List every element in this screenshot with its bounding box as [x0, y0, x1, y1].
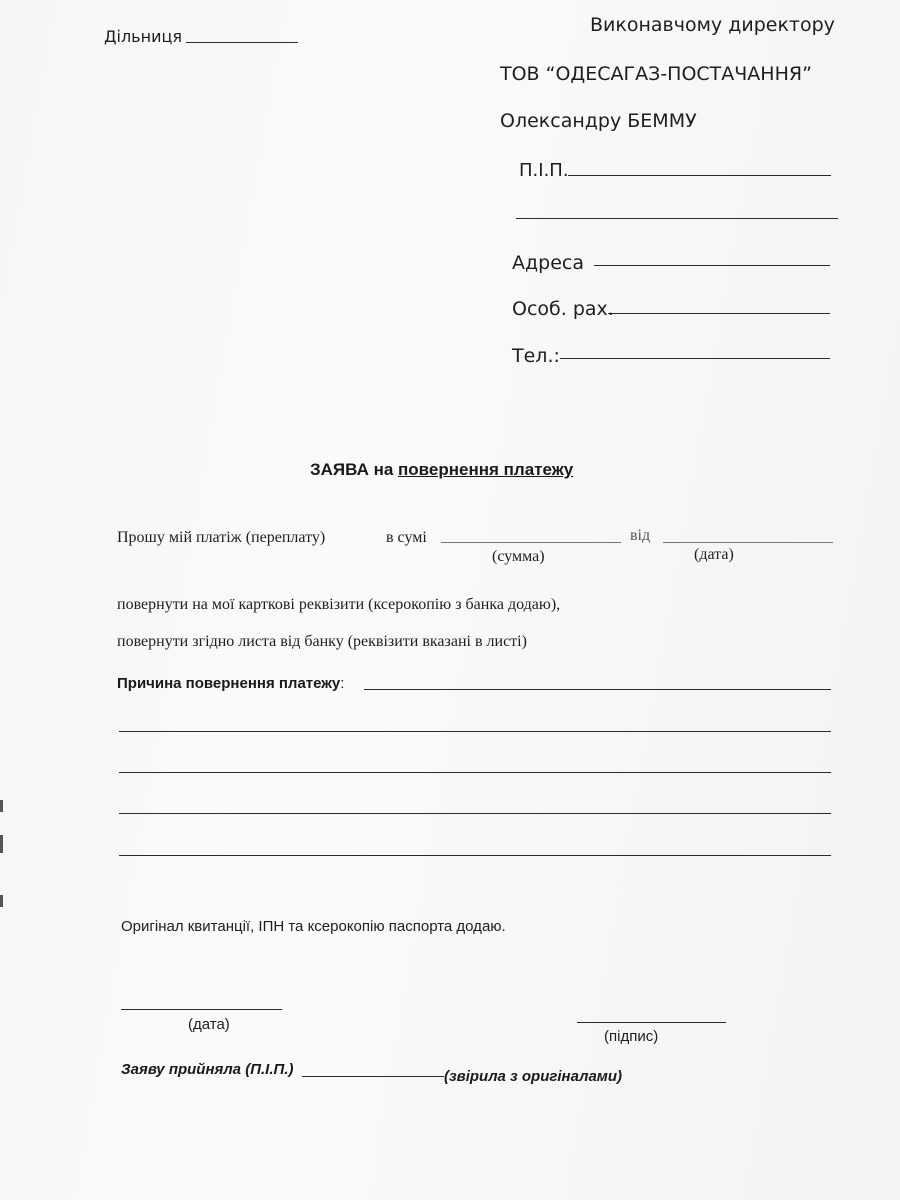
- reason-line[interactable]: [119, 855, 831, 856]
- from-date-field[interactable]: [663, 542, 833, 543]
- reason-field[interactable]: [364, 689, 831, 690]
- reason-label: Причина повернення платежу: [117, 675, 341, 692]
- verified-label: (звірила з оригіналами): [444, 1068, 623, 1085]
- reason-line[interactable]: [119, 813, 831, 814]
- amount-prefix: в сумі: [386, 529, 427, 546]
- edge-mark: [0, 895, 3, 907]
- signature-caption: (підпис): [604, 1028, 659, 1045]
- phone-field[interactable]: [560, 358, 830, 359]
- option-bank-letter: повернути згідно листа від банку (реквізити вказані в листі): [117, 633, 527, 650]
- edge-mark: [0, 800, 3, 812]
- name-field[interactable]: [568, 175, 831, 176]
- district-label: Дільниця: [104, 27, 182, 46]
- edge-mark: [0, 835, 3, 853]
- address-label: Адреса: [512, 252, 584, 274]
- title-underlined: повернення платежу: [398, 460, 574, 479]
- title-prefix: ЗАЯВА на: [310, 460, 399, 479]
- amount-caption: (сумма): [492, 548, 545, 565]
- account-field[interactable]: [608, 313, 830, 314]
- request-text: Прошу мій платіж (переплату): [117, 529, 326, 546]
- addressee-line2: ТОВ “ОДЕСАГАЗ-ПОСТАЧАННЯ”: [500, 63, 812, 85]
- reason-line[interactable]: [119, 731, 831, 732]
- signature-date-caption: (дата): [188, 1016, 230, 1033]
- addressee-line3: Олександру БЕММУ: [500, 110, 697, 132]
- signature-field[interactable]: [577, 1022, 726, 1023]
- phone-label: Тел.:: [512, 345, 560, 367]
- district-field[interactable]: [186, 42, 298, 43]
- option-card-details: повернути на мої карткові реквізити (ксерокопію з банка додаю),: [117, 596, 561, 613]
- accepted-by-field[interactable]: [302, 1076, 444, 1077]
- amount-field[interactable]: [441, 542, 621, 543]
- reason-colon: :: [340, 675, 345, 692]
- account-label: Особ. рах.: [512, 298, 614, 320]
- signature-date-field[interactable]: [121, 1009, 282, 1010]
- document-title: [310, 460, 573, 480]
- from-label: від: [630, 527, 651, 544]
- name-label: П.І.П.: [519, 160, 569, 181]
- date-caption: (дата): [694, 546, 734, 563]
- reason-line[interactable]: [119, 772, 831, 773]
- name-field-line2[interactable]: [516, 218, 838, 219]
- accepted-label: Заяву прийняла (П.І.П.): [121, 1061, 294, 1078]
- addressee-line1: Виконавчому директору: [590, 14, 835, 36]
- address-field[interactable]: [594, 265, 830, 266]
- attachments-text: Оригінал квитанції, ІПН та ксерокопію паспорта додаю.: [121, 918, 506, 935]
- reason-label-wrap: [117, 675, 344, 692]
